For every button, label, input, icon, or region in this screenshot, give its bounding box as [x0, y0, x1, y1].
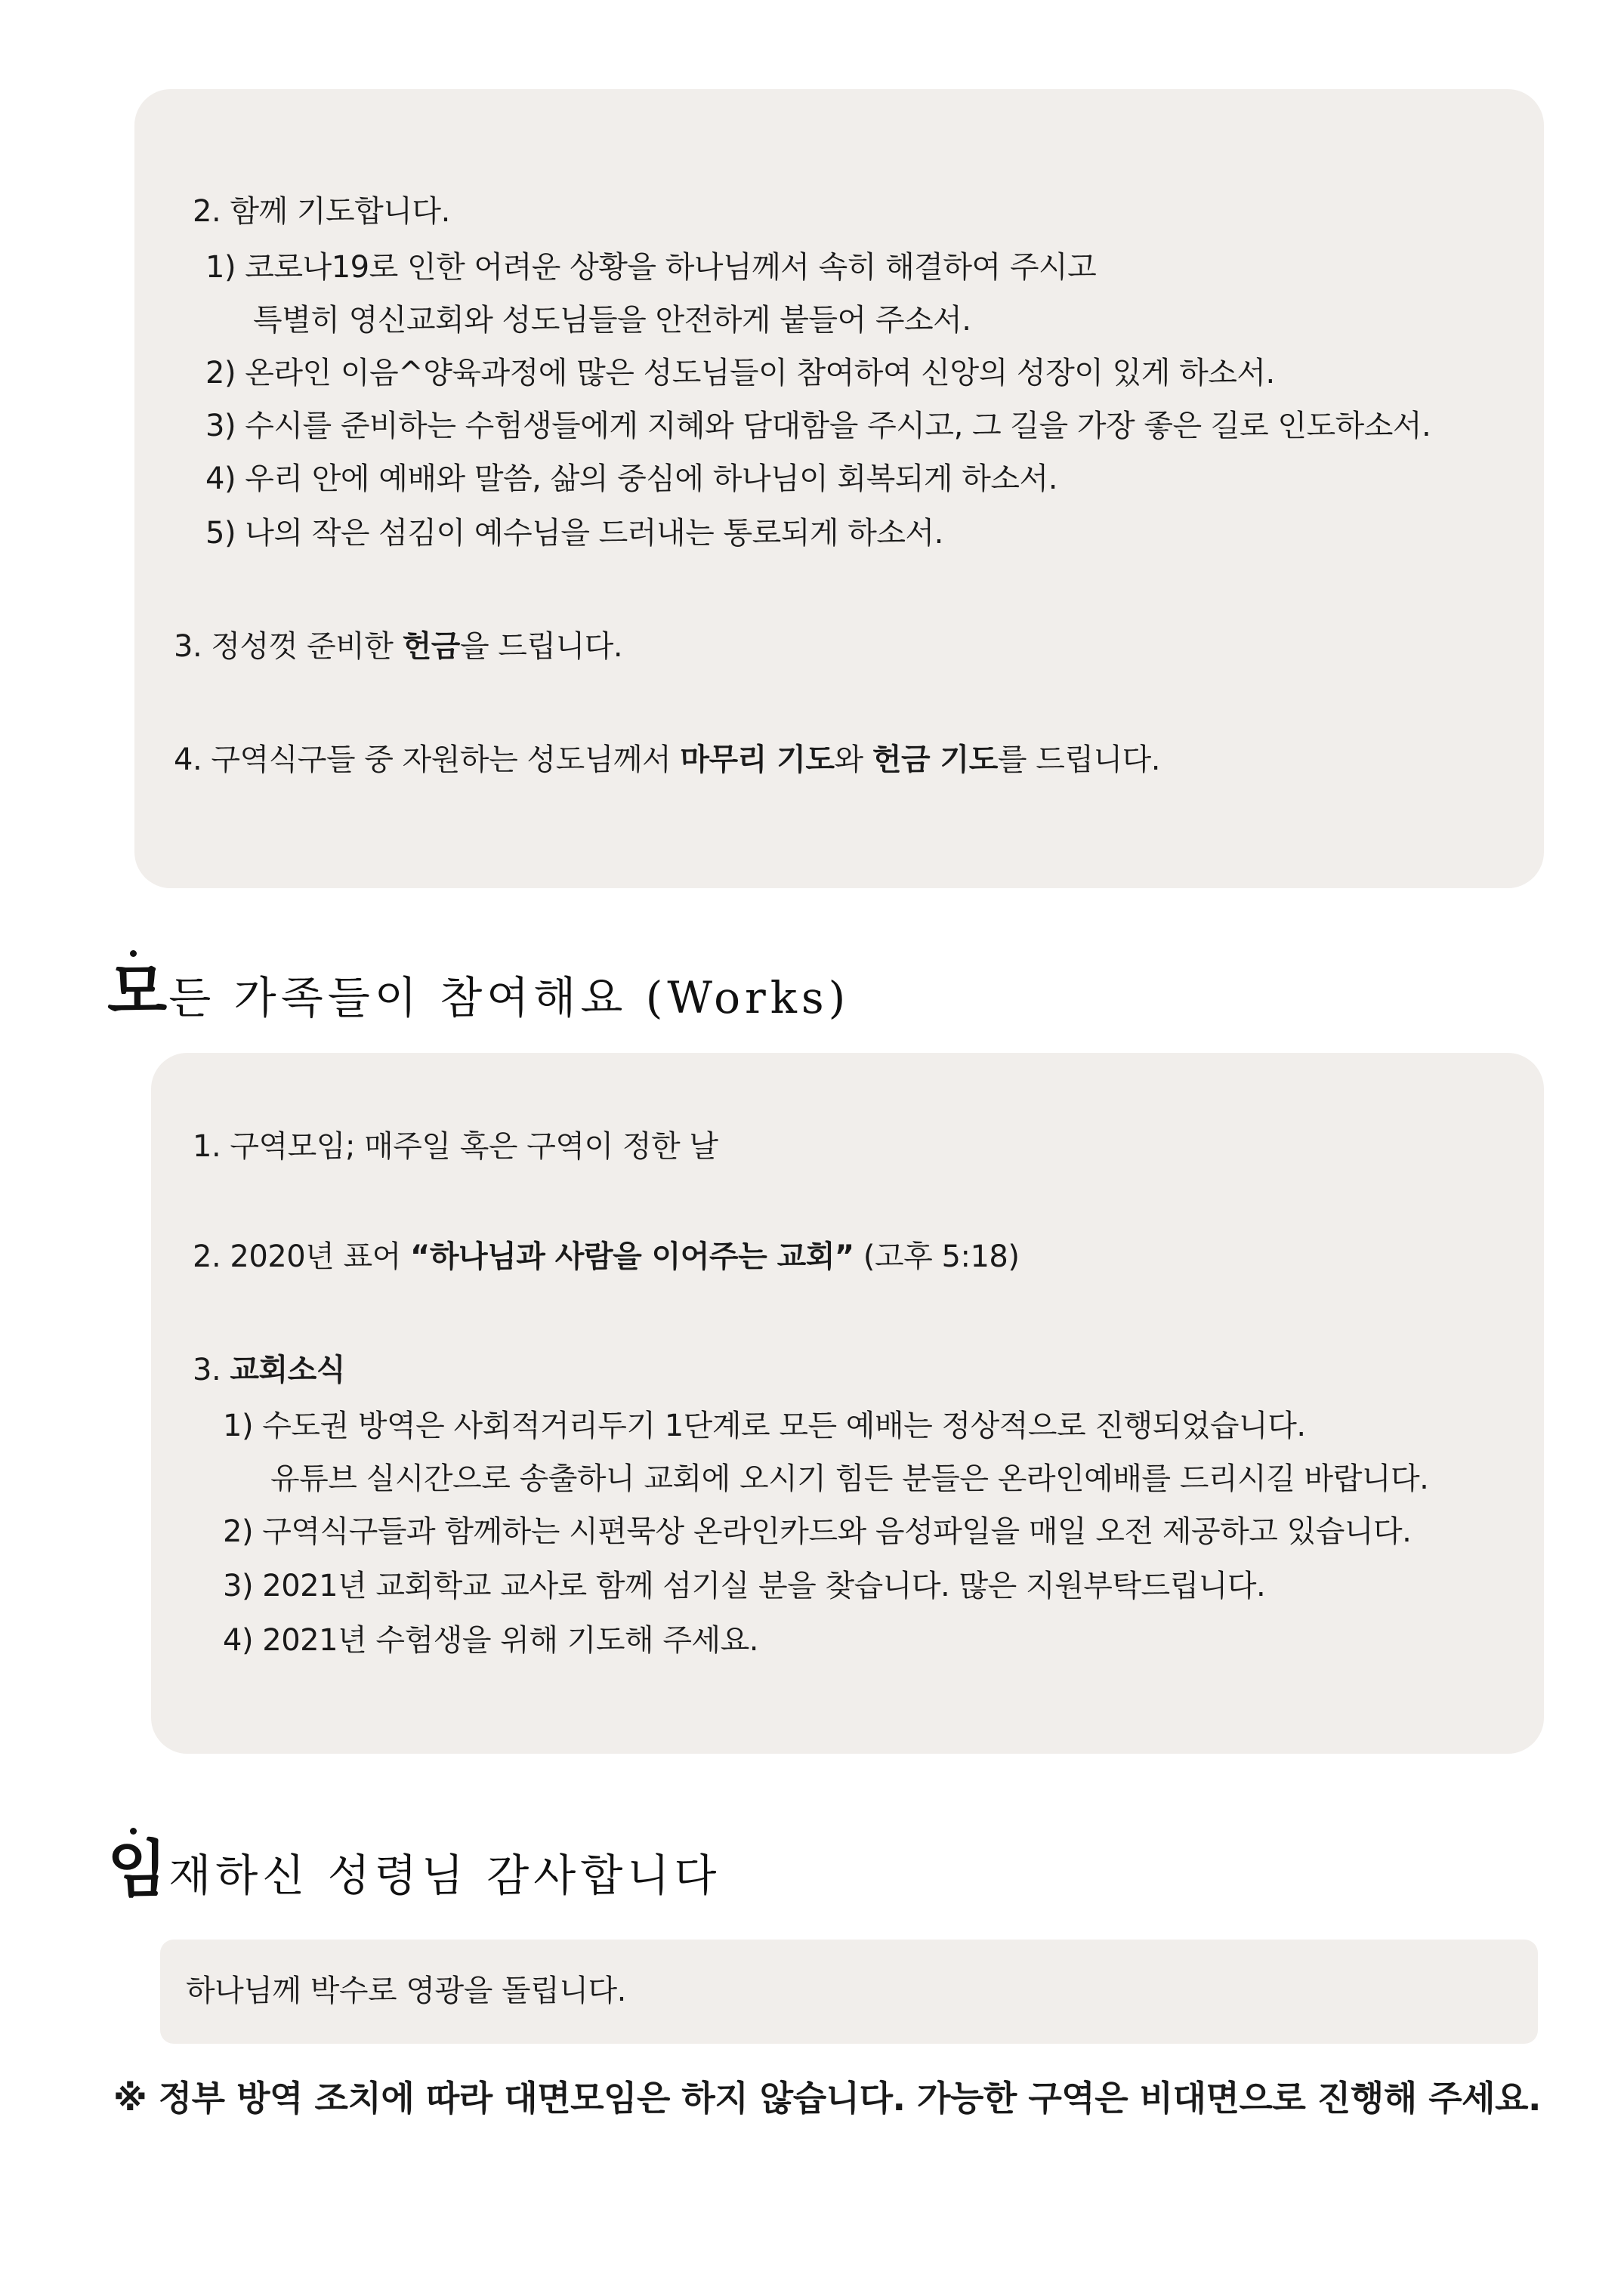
- news-item: 3) 2021년 교회학교 교사로 함께 섬기실 분을 찾습니다. 많은 지원부탁드립니다.: [223, 1569, 1266, 1603]
- motto: “하나님과 사람을 이어주는 교회”: [410, 1239, 854, 1274]
- offering-strong: 헌금: [402, 629, 460, 664]
- prayer-item: 4) 우리 안에 예배와 말씀, 삶의 중심에 하나님이 회복되게 하소서.: [205, 461, 1057, 496]
- prayer-item: 1) 코로나19로 인한 어려운 상황을 하나님께서 속히 해결하여 주시고: [205, 250, 1097, 285]
- offering-line: 3. 정성껏 준비한 헌금을 드립니다.: [174, 629, 623, 664]
- works-heading: 모든 가족들이 참여해요 (Works): [107, 955, 851, 1028]
- news-item: 유튜브 실시간으로 송출하니 교회에 오시기 힘든 분들은 온라인예배를 드리시길 바랍니다.: [270, 1461, 1429, 1496]
- news-item: 4) 2021년 수험생을 위해 기도해 주세요.: [223, 1623, 758, 1658]
- prayer-item: 특별히 영신교회와 성도님들을 안전하게 붙들어 주소서.: [253, 303, 971, 338]
- prayer-item: 3) 수시를 준비하는 수험생들에게 지혜와 담대함을 주시고, 그 길을 가장 좋은 길로 인도하소서.: [205, 409, 1431, 443]
- church-news-title: 3. 교회소식: [193, 1353, 345, 1387]
- prayer-title: 2. 함께 기도합니다.: [193, 194, 450, 229]
- notice-text: ※ 정부 방역 조치에 따라 대면모임은 하지 않습니다. 가능한 구역은 비대면으로 진행해 주세요.: [113, 2078, 1541, 2119]
- spirit-heading: 임재하신 성령님 감사합니다: [107, 1833, 721, 1906]
- prayer-item: 5) 나의 작은 섬김이 예수님을 드러내는 통로되게 하소서.: [205, 516, 943, 551]
- motto-line: 2. 2020년 표어 “하나님과 사람을 이어주는 교회” (고후 5:18): [193, 1239, 1020, 1274]
- spirit-text: 하나님께 박수로 영광을 돌립니다.: [186, 1974, 626, 2008]
- news-item: 2) 구역식구들과 함께하는 시편묵상 온라인카드와 음성파일을 매일 오전 제공하고 있습니다.: [223, 1514, 1412, 1549]
- closing-prayer-line: 4. 구역식구들 중 자원하는 성도님께서 마무리 기도와 헌금 기도를 드립니다.: [174, 742, 1160, 777]
- news-item: 1) 수도권 방역은 사회적거리두기 1단계로 모든 예배는 정상적으로 진행되었습니다.: [223, 1409, 1306, 1443]
- prayer-item: 2) 온라인 이음^양육과정에 많은 성도님들이 참여하여 신앙의 성장이 있게 하소서.: [205, 356, 1275, 390]
- works-item: 1. 구역모임; 매주일 혹은 구역이 정한 날: [193, 1129, 718, 1164]
